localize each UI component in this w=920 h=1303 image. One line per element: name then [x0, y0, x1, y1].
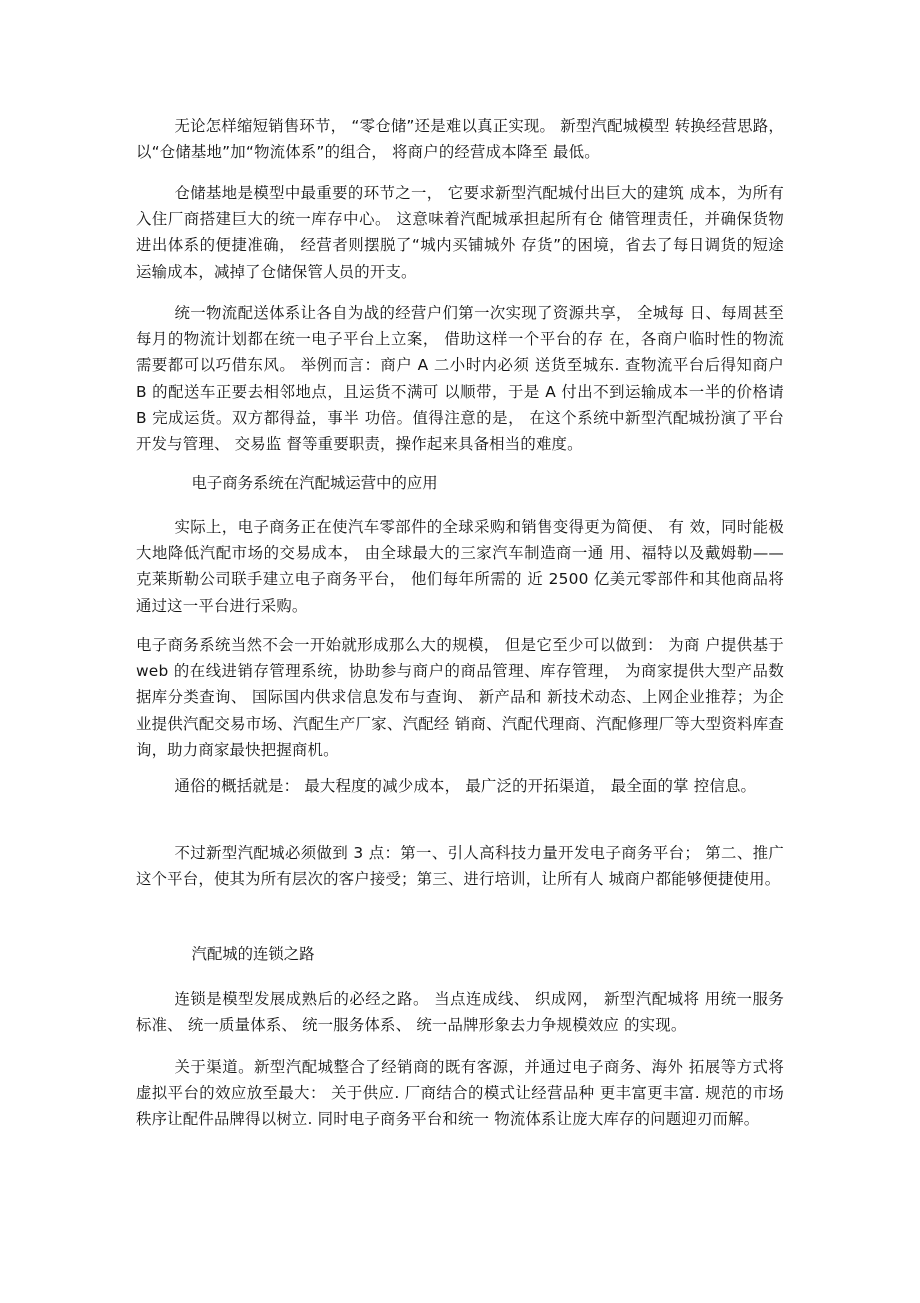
paragraph-ecommerce-scale: 电子商务系统当然不会一开始就形成那么大的规模， 但是它至少可以做到： 为商 户提供基于 web 的在线进销存管理系统，协助参与商户的商品管理、库存管理， 为商家提供大型产品数据库分类查询、 国际国内供求信息发布与查询、 新产品和 新技术动态、上网企业推荐；为企业提供汽配交易市场、汽配生产厂家、汽配经 销商、汽配代理商、汽配修理厂等大型资料库查询，助力商家最快把握商机。 — [136, 636, 784, 759]
paragraph-channels-supply: 关于渠道。新型汽配城整合了经销商的既有客源，并通过电子商务、海外 拓展等方式将虚拟平台的效应放至最大： 关于供应. 厂商结合的模式让经营品种 更丰富更丰富. 规范的市场秩序让配件品牌得以树立. 同时电子商务平台和统一 物流体系让庞大库存的问题迎刃而解。 — [136, 1058, 784, 1129]
section-heading-ecommerce: 电子商务系统在汽配城运营中的应用 — [191, 474, 438, 492]
paragraph-warehouse-base: 仓储基地是模型中最重要的环节之一， 它要求新型汽配城付出巨大的建筑 成本，为所有入住厂商搭建巨大的统一库存中心。 这意味着汽配城承担起所有仓 储管理责任，并确保货物进出体系的便捷准确， 经营者则摆脱了“城内买铺城外 存货”的困境，省去了每日调货的短途运输成本，减掉了仓储保管人员的开支。 — [136, 184, 784, 281]
paragraph-logistics-system: 统一物流配送体系让各自为战的经营户们第一次实现了资源共享， 全城每 日、每周甚至每月的物流计划都在统一电子平台上立案， 借助这样一个平台的存 在，各商户临时性的物流需要都可以巧借东风。 举例而言：商户 A 二小时内必须 送货至城东. 查物流平台后得知商户 B 的配送车正要去相邻地点，且运货不满可 以顺带，于是 A 付出不到运输成本一半的价格请 B 完成运货。双方都得益，事半 功倍。值得注意的是， 在这个系统中新型汽配城扮演了平台开发与管理、 交易监 督等重要职责，操作起来具备相当的难度。 — [136, 304, 784, 454]
paragraph-three-points: 不过新型汽配城必须做到 3 点：第一、引人高科技力量开发电子商务平台； 第二、推广这个平台，使其为所有层次的客户接受；第三、进行培训，让所有人 城商户都能够便捷使用。 — [136, 844, 784, 889]
paragraph-zero-inventory: 无论怎样缩短销售环节， “零仓储”还是难以真正实现。 新型汽配城模型 转换经营思路， 以“仓储基地”加“物流体系”的组合， 将商户的经营成本降至 最低。 — [136, 117, 784, 162]
paragraph-ecommerce-intro: 实际上，电子商务正在使汽车零部件的全球采购和销售变得更为简便、 有 效，同时能极大地降低汽配市场的交易成本， 由全球最大的三家汽车制造商一通 用、福特以及戴姆勒——克莱斯勒公司联手建立电子商务平台， 他们每年所需的 近 2500 亿美元零部件和其他商品将通过这一平台进行采购。 — [136, 518, 784, 615]
paragraph-chain-development: 连锁是模型发展成熟后的必经之路。 当点连成线、 织成网， 新型汽配城将 用统一服务标准、 统一质量体系、 统一服务体系、 统一品牌形象去力争规模效应 的实现。 — [136, 990, 784, 1035]
paragraph-summary: 通俗的概括就是： 最大程度的减少成本， 最广泛的开拓渠道， 最全面的掌 控信息。 — [174, 777, 757, 795]
section-heading-chain: 汽配城的连锁之路 — [191, 945, 315, 963]
